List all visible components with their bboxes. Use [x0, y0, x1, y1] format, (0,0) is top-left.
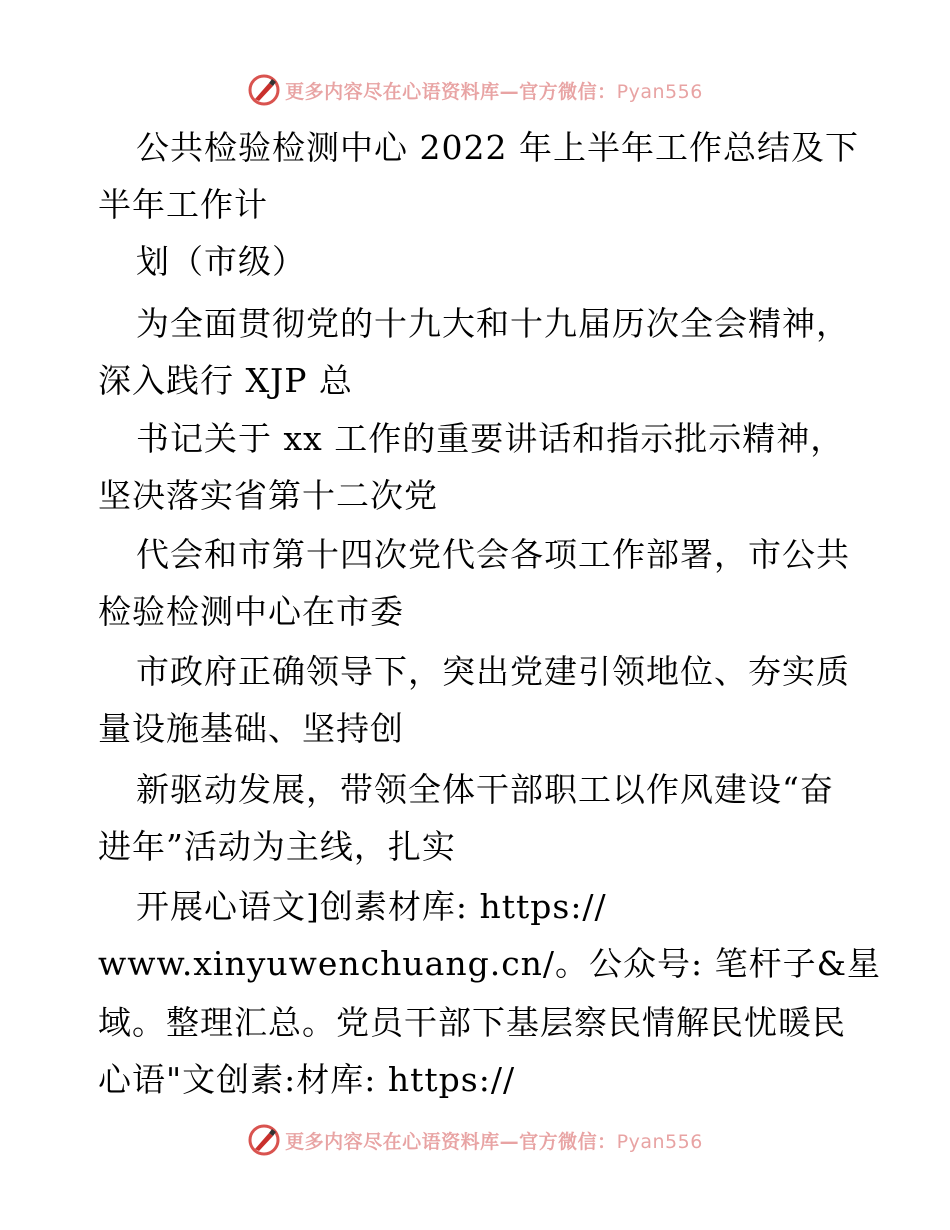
body-line: 深入践行 XJP 总 [98, 361, 353, 400]
body-line: 为全面贯彻党的十九大和十九届历次全会精神， [136, 304, 850, 343]
banner-wechat-id: Pyan556 [616, 1130, 703, 1153]
body-line: 坚决落实省第十二次党 [98, 476, 438, 515]
body-line: 代会和市第十四次党代会各项工作部署，市公共 [136, 535, 850, 574]
title-line-1: 公共检验检测中心 2022 年上半年工作总结及下 [136, 128, 859, 167]
body-line: 量设施基础、坚持创 [98, 709, 404, 748]
banner-slogan: 更多内容尽在心语资料库—官方微信： [285, 80, 617, 103]
banner-text [285, 1127, 703, 1154]
banner-slogan: 更多内容尽在心语资料库—官方微信： [285, 1130, 617, 1153]
body-line: 检验检测中心在市委 [98, 592, 404, 631]
body-line: www.xinyuwenchuang.cn/。公众号: 笔杆子&星 [98, 944, 882, 983]
body-line: 市政府正确领导下，突出党建引领地位、夯实质 [136, 652, 850, 691]
body-line: 书记关于 xx 工作的重要讲话和指示批示精神， [136, 419, 845, 458]
body-line: 进年”活动为主线，扎实 [98, 827, 456, 866]
title-line-2: 半年工作计 [98, 185, 268, 224]
body-line: 新驱动发展，带领全体干部职工以作风建设“奋 [136, 770, 834, 809]
body-line: 开展心语文]创素材库: https:// [136, 887, 607, 926]
title-line-3: 划（市级） [136, 242, 306, 281]
banner-wechat-id: Pyan556 [616, 80, 703, 103]
body-line: 心语"文创素:材库: https:// [98, 1060, 516, 1099]
footer-banner [0, 1120, 950, 1160]
body-line: 域。整理汇总。党员干部下基层察民情解民忧暖民 [98, 1003, 846, 1042]
pen-logo-icon [247, 1123, 281, 1157]
